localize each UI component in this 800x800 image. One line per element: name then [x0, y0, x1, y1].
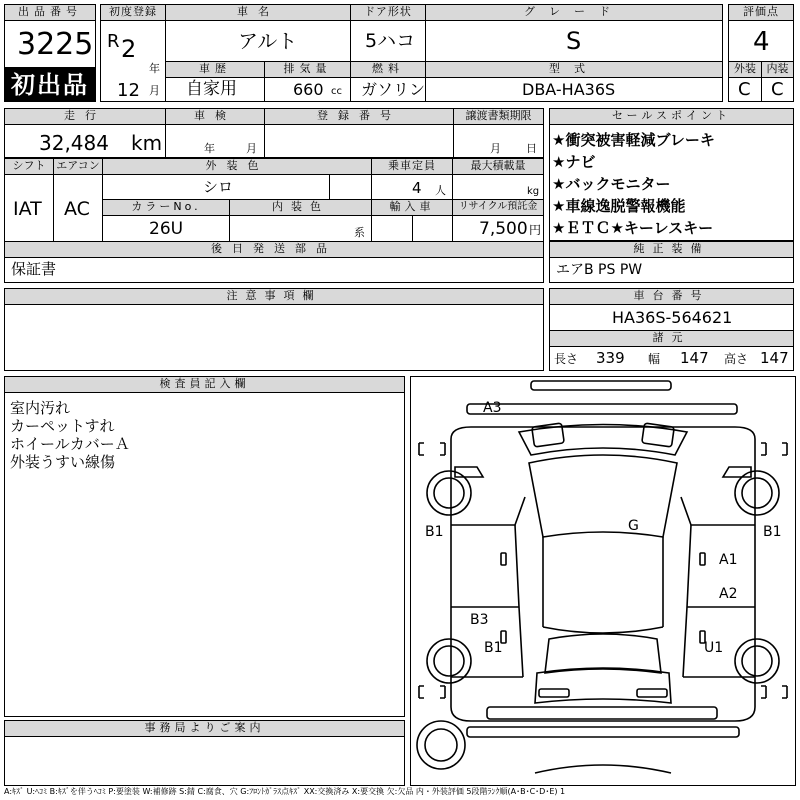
- mileage-cell: [4, 124, 166, 158]
- equipment: エアB PS PW: [556, 262, 643, 278]
- first-reg-year: 2: [121, 35, 137, 63]
- import-label: 輸入車: [371, 199, 453, 216]
- history: 自家用: [186, 79, 237, 99]
- sales-point-item: ★衝突被害軽減ブレーキ: [552, 131, 715, 149]
- mileage-label: 走行: [4, 108, 166, 125]
- shift-cell: [4, 174, 54, 242]
- inspector-line: 外装うすい線傷: [10, 453, 116, 471]
- inspector-line: 室内汚れ: [10, 399, 71, 417]
- chassis-cell: [549, 304, 794, 331]
- door-label: ドア形状: [350, 4, 426, 21]
- transfer-label: 譲渡書類期限: [453, 108, 544, 125]
- transfer-day-unit: 日: [526, 142, 537, 155]
- ac-label: エアコン: [53, 158, 103, 175]
- capacity-unit: 人: [435, 184, 446, 197]
- score-cell: [728, 20, 794, 62]
- height-label: 高さ: [724, 352, 749, 366]
- model-cell: [425, 77, 723, 102]
- inspection-cell: [165, 124, 265, 158]
- fuel-cell: [350, 77, 426, 102]
- inspection-month-unit: 月: [246, 142, 257, 155]
- displacement-label: 排気量: [264, 61, 351, 78]
- sales-point-item: ★ＥＴＣ★キーレスキー: [552, 219, 714, 237]
- lot-no: 3225: [17, 27, 94, 62]
- recycle-fee: 7,500: [479, 219, 528, 239]
- ext-color-label: 外装色: [102, 158, 372, 175]
- damage-mark-a1: A1: [719, 552, 738, 568]
- inspector-line: カーペットすれ: [10, 417, 115, 435]
- grade: S: [566, 27, 582, 55]
- grade-label: グレード: [425, 4, 723, 21]
- ext-color-sub-cell: [329, 174, 372, 200]
- first-reg-cell: [100, 20, 166, 102]
- displacement-cell: [264, 77, 351, 102]
- first-reg-label: 初度登録: [100, 4, 166, 21]
- inspector-line: ホイールカバーＡ: [10, 435, 130, 453]
- score-label: 評価点: [728, 4, 794, 21]
- mileage-unit: km: [131, 131, 163, 155]
- car-outline-diagram: [411, 377, 795, 785]
- car-name-label: 車名: [165, 4, 351, 21]
- exterior-score-cell: [728, 77, 762, 102]
- later-parts: 保証書: [11, 260, 57, 278]
- first-reg-month: 12: [117, 80, 140, 101]
- equipment-cell: [549, 257, 794, 283]
- sales-points-label: セールスポイント: [549, 108, 794, 125]
- score: 4: [753, 27, 770, 57]
- exterior-score-label: 外装: [728, 61, 762, 78]
- transfer-month-unit: 月: [490, 142, 501, 155]
- damage-mark-b1-right: B1: [763, 524, 782, 540]
- dims-label: 諸元: [549, 330, 794, 347]
- model-label: 型式: [425, 61, 723, 78]
- damage-mark-b1-rear: B1: [484, 640, 503, 656]
- later-parts-label: 後日発送部品: [4, 241, 544, 258]
- transfer-cell: [453, 124, 544, 158]
- dims-cell: [549, 346, 794, 371]
- first-reg-month-unit: 月: [149, 84, 160, 97]
- fuel: ガソリン: [361, 80, 426, 99]
- car-name-cell: [165, 20, 351, 62]
- first-listing-text: 初出品: [11, 71, 89, 99]
- ext-color: シロ: [203, 178, 234, 196]
- office-label: 事務局よりご案内: [4, 720, 405, 737]
- reg-no-label: 登録番号: [264, 108, 454, 125]
- interior-score-cell: [761, 77, 794, 102]
- import-sub-cell: [412, 215, 453, 242]
- sales-point-item: ★ナビ: [552, 153, 596, 171]
- length: 339: [596, 349, 625, 367]
- car-diagram: [410, 376, 796, 786]
- damage-mark-b3: B3: [470, 612, 489, 628]
- recycle-cell: [452, 215, 544, 242]
- displacement: 660: [293, 80, 324, 99]
- chassis-label: 車台番号: [549, 288, 794, 305]
- later-parts-cell: [4, 257, 544, 283]
- door-type: 5ハコ: [365, 30, 416, 52]
- notes-cell: [4, 304, 544, 371]
- color-no: 26U: [149, 219, 184, 239]
- notes-label: 注意事項欄: [4, 288, 544, 305]
- first-reg-year-unit: 年: [149, 62, 160, 75]
- chassis-no: HA36S-564621: [612, 308, 733, 327]
- damage-mark-a2: A2: [719, 586, 738, 602]
- first-listing-badge: [4, 68, 96, 102]
- grade-cell: [425, 20, 723, 62]
- lot-no-label: 出品番号: [4, 4, 96, 21]
- exterior-score: C: [738, 79, 751, 100]
- fuel-label: 燃料: [350, 61, 426, 78]
- mileage: 32,484: [39, 131, 109, 155]
- car-name: アルト: [238, 29, 298, 53]
- int-color-cell: [229, 215, 372, 242]
- import-cell: [371, 215, 413, 242]
- lot-no-cell: [4, 20, 96, 68]
- max-load-unit: kg: [527, 186, 540, 197]
- interior-score-label: 内装: [761, 61, 794, 78]
- max-load-cell: [452, 174, 544, 200]
- ext-color-cell: [102, 174, 330, 200]
- model: DBA-HA36S: [522, 80, 616, 99]
- recycle-unit: 円: [529, 223, 542, 237]
- capacity: 4: [412, 179, 422, 197]
- damage-mark-b1-left: B1: [425, 524, 444, 540]
- color-no-cell: [102, 215, 230, 242]
- inspector-cell: [4, 392, 405, 717]
- width-label: 幅: [648, 352, 661, 366]
- ac-cell: [53, 174, 103, 242]
- inspector-label: 検査員記入欄: [4, 376, 405, 393]
- inspection-year-unit: 年: [204, 142, 215, 155]
- shift-label: シフト: [4, 158, 54, 175]
- history-cell: [165, 77, 265, 102]
- max-load-label: 最大積載量: [452, 158, 544, 175]
- length-label: 長さ: [554, 352, 579, 366]
- capacity-cell: [371, 174, 453, 200]
- sales-points-cell: [549, 124, 794, 241]
- displacement-unit: cc: [331, 86, 342, 97]
- damage-mark-a3: A3: [483, 400, 502, 416]
- first-reg-era: R: [107, 31, 120, 52]
- legend: A:ｷｽﾞ U:ﾍｺﾐ B:ｷｽﾞを伴うﾍｺﾐ P:要塗装 W:補修跡 S:錆 C:腐食、穴 G:ﾌﾛﾝﾄｶﾞﾗｽ点ｷｽﾞ XX:交換済み X:要交換 欠:欠品 内・外装評価 5段階ﾗﾝｸ順(A･B･C･D･E) 1: [4, 787, 566, 796]
- width: 147: [680, 349, 709, 367]
- shift: IAT: [13, 198, 42, 220]
- capacity-label: 乗車定員: [371, 158, 453, 175]
- damage-mark-g: G: [628, 518, 639, 534]
- office-cell: [4, 736, 405, 786]
- reg-no-cell: [264, 124, 454, 158]
- interior-score: C: [771, 79, 784, 100]
- damage-mark-u1: U1: [704, 640, 724, 656]
- ac: AC: [64, 198, 90, 220]
- equipment-label: 純正装備: [549, 241, 794, 258]
- height: 147: [760, 349, 789, 367]
- inspection-label: 車検: [165, 108, 265, 125]
- recycle-label: リサイクル預託金: [452, 199, 544, 216]
- color-no-label: カラーNo.: [102, 199, 230, 216]
- int-color-unit: 系: [354, 226, 365, 239]
- int-color-label: 内装色: [229, 199, 372, 216]
- history-label: 車歴: [165, 61, 265, 78]
- door-cell: [350, 20, 426, 62]
- sales-point-item: ★バックモニター: [552, 175, 671, 193]
- sales-point-item: ★車線逸脱警報機能: [552, 197, 686, 215]
